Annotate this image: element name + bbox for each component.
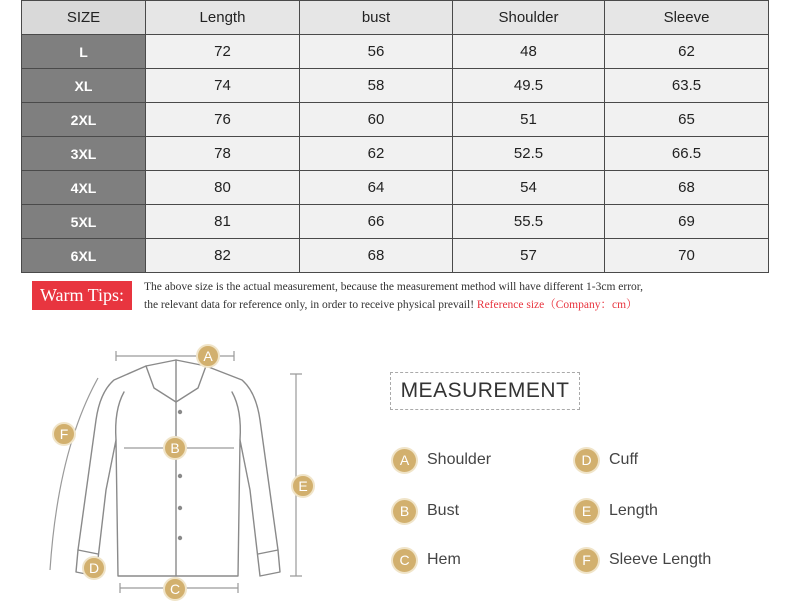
- shoulder-cell: 51: [453, 103, 605, 137]
- marker-c-icon: [164, 578, 186, 600]
- legend-label: Hem: [427, 551, 461, 568]
- warm-tips-text: [144, 278, 784, 314]
- bust-cell: 68: [300, 239, 453, 273]
- sleeve-cell: 68: [605, 171, 769, 205]
- letter-b-icon: B: [393, 500, 416, 523]
- size-cell: 6XL: [22, 239, 146, 273]
- header-bust: bust: [300, 1, 453, 35]
- sleeve-guide-line: [50, 378, 98, 570]
- tips-line-2: [144, 296, 784, 314]
- table-row: [22, 103, 769, 137]
- tips-line-1: The above size is the actual measurement, because the measurement method will have different 1-3cm error,: [144, 281, 644, 293]
- bust-cell: 64: [300, 171, 453, 205]
- shoulder-cell: 52.5: [453, 137, 605, 171]
- legend-length: [575, 498, 658, 524]
- marker-e-icon: [292, 475, 314, 497]
- svg-text:A: A: [203, 348, 213, 364]
- measurement-title: MEASUREMENT: [390, 372, 580, 410]
- letter-f-icon: F: [575, 549, 598, 572]
- marker-a-icon: [197, 345, 219, 367]
- letter-e-icon: E: [575, 500, 598, 523]
- bust-cell: 58: [300, 69, 453, 103]
- sleeve-cell: 66.5: [605, 137, 769, 171]
- sleeve-cell: 69: [605, 205, 769, 239]
- size-cell: 3XL: [22, 137, 146, 171]
- header-size: SIZE: [22, 1, 146, 35]
- length-cell: 82: [146, 239, 300, 273]
- table-row: [22, 69, 769, 103]
- legend-hem: [393, 547, 461, 573]
- length-cell: 76: [146, 103, 300, 137]
- svg-text:E: E: [298, 478, 308, 494]
- length-cell: 74: [146, 69, 300, 103]
- length-cell: 80: [146, 171, 300, 205]
- table-header-row: [22, 1, 769, 35]
- svg-text:B: B: [170, 440, 180, 456]
- legend-label: Bust: [427, 502, 460, 519]
- legend-label: Sleeve Length: [609, 551, 712, 568]
- legend-sleeve-length: [575, 547, 711, 573]
- header-shoulder: Shoulder: [453, 1, 605, 35]
- size-cell: XL: [22, 69, 146, 103]
- sleeve-cell: 63.5: [605, 69, 769, 103]
- table-row: [22, 239, 769, 273]
- letter-c-icon: C: [393, 549, 416, 572]
- marker-d-icon: [83, 557, 105, 579]
- legend-bust: [393, 498, 459, 524]
- legend-label: Cuff: [609, 451, 639, 468]
- table-row: [22, 35, 769, 69]
- letter-a-icon: A: [393, 449, 416, 472]
- shoulder-cell: 49.5: [453, 69, 605, 103]
- svg-text:C: C: [169, 581, 181, 597]
- length-cell: 78: [146, 137, 300, 171]
- bust-cell: 56: [300, 35, 453, 69]
- svg-text:F: F: [59, 426, 69, 442]
- svg-text:D: D: [88, 560, 100, 576]
- header-length: Length: [146, 1, 300, 35]
- table-row: [22, 205, 769, 239]
- legend-shoulder: [393, 447, 491, 473]
- warm-tips-badge: Warm Tips:: [32, 281, 132, 310]
- length-cell: 81: [146, 205, 300, 239]
- marker-f-icon: [53, 423, 75, 445]
- length-cell: 72: [146, 35, 300, 69]
- size-chart-table: [21, 0, 769, 273]
- size-cell: 5XL: [22, 205, 146, 239]
- bust-cell: 60: [300, 103, 453, 137]
- tips-line-2-text: the relevant data for reference only, in order to receive physical prevail!: [144, 299, 475, 311]
- marker-b-icon: [164, 437, 186, 459]
- size-cell: 4XL: [22, 171, 146, 205]
- bust-cell: 62: [300, 137, 453, 171]
- shirt-diagram: [28, 340, 328, 608]
- legend-label: Shoulder: [427, 451, 492, 468]
- reference-size-note: Reference size（Company：cm）: [476, 299, 638, 311]
- shoulder-cell: 57: [453, 239, 605, 273]
- table-row: [22, 171, 769, 205]
- header-sleeve: Sleeve: [605, 1, 769, 35]
- size-cell: 2XL: [22, 103, 146, 137]
- sleeve-cell: 62: [605, 35, 769, 69]
- bust-cell: 66: [300, 205, 453, 239]
- legend-cuff: [575, 447, 638, 473]
- shoulder-cell: 54: [453, 171, 605, 205]
- sleeve-cell: 70: [605, 239, 769, 273]
- size-cell: L: [22, 35, 146, 69]
- shoulder-cell: 55.5: [453, 205, 605, 239]
- sleeve-cell: 65: [605, 103, 769, 137]
- letter-d-icon: D: [575, 449, 598, 472]
- table-row: [22, 137, 769, 171]
- shirt-body-outline: [76, 366, 280, 576]
- shoulder-cell: 48: [453, 35, 605, 69]
- legend-label: Length: [609, 502, 658, 519]
